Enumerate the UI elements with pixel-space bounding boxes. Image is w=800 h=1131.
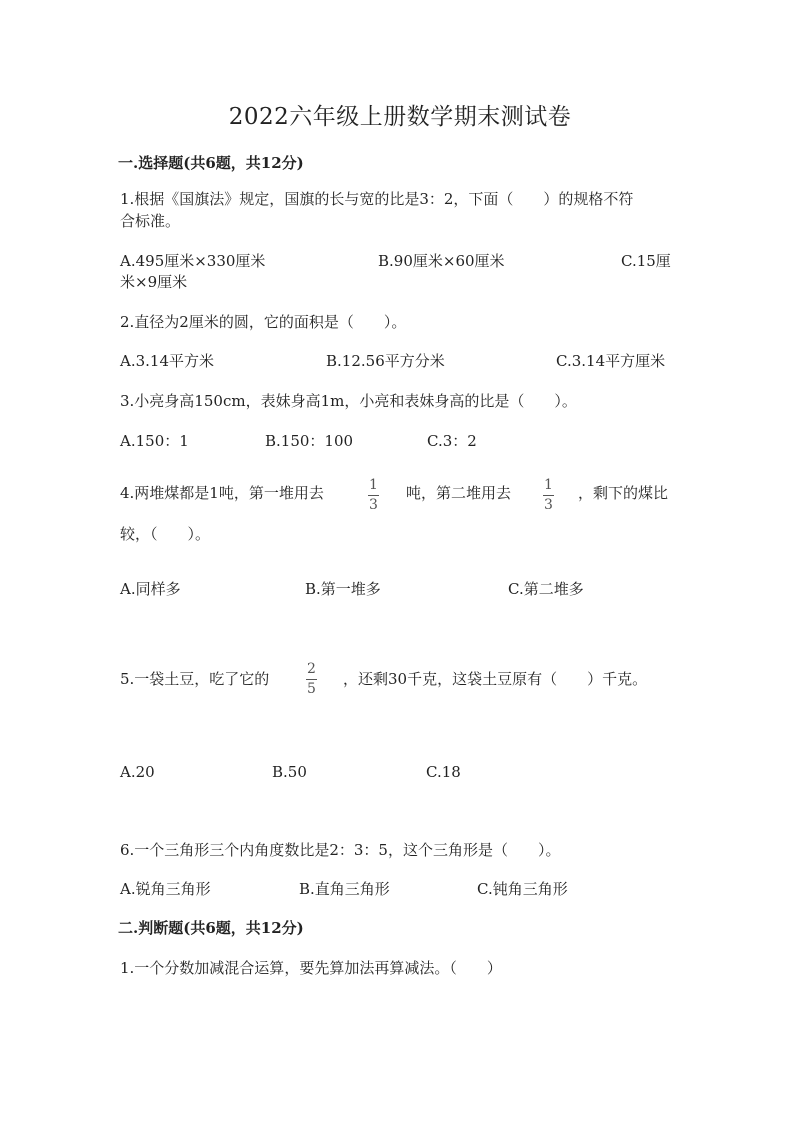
page-title: 2022六年级上册数学期末测试卷 [228, 104, 572, 130]
question-6-option-c: C.钝角三角形 [477, 880, 568, 898]
question-4-fraction-2 [543, 478, 554, 512]
section-heading-judgment: 二.判断题(共6题，共12分) [118, 919, 304, 937]
question-5-option-a: A.20 [120, 763, 155, 781]
question-1-option-c-cont: 米×9厘米 [120, 273, 188, 291]
question-1-text-line1: 1.根据《国旗法》规定，国旗的长与宽的比是3：2，下面（ ）的规格不符 [120, 190, 634, 208]
question-6-option-b: B.直角三角形 [299, 880, 390, 898]
question-1-text-line2: 合标准。 [120, 212, 181, 230]
question-3-option-b: B.150：100 [265, 432, 354, 450]
question-4-text-part1: 4.两堆煤都是1吨，第一堆用去 [120, 484, 324, 502]
question-1-option-b: B.90厘米×60厘米 [378, 252, 505, 270]
section-heading-choice: 一.选择题(共6题，共12分) [118, 154, 304, 172]
question-2-text: 2.直径为2厘米的圆，它的面积是（ ）。 [120, 313, 407, 331]
question-4-fraction-1 [368, 478, 379, 512]
question-4-text-part3: ，剩下的煤比 [578, 484, 669, 502]
fraction-numerator: 2 [307, 661, 316, 677]
fraction-numerator: 1 [369, 477, 378, 493]
question-2-option-b: B.12.56平方分米 [326, 352, 445, 370]
question-5-option-b: B.50 [272, 763, 307, 781]
question-2-option-a: A.3.14平方米 [120, 352, 214, 370]
question-4-option-b: B.第一堆多 [305, 580, 381, 598]
question-1-option-a: A.495厘米×330厘米 [120, 252, 266, 270]
question-5-fraction [306, 662, 317, 696]
question-5-option-c: C.18 [426, 763, 461, 781]
question-1-option-c: C.15厘 [621, 252, 671, 270]
question-4-text-part2: 吨，第二堆用去 [406, 484, 512, 502]
question-6-text: 6.一个三角形三个内角度数比是2：3：5，这个三角形是（ ）。 [120, 841, 561, 859]
question-4-option-c: C.第二堆多 [508, 580, 584, 598]
fraction-denominator: 5 [307, 681, 316, 697]
question-4-text-line2: 较，（ ）。 [120, 525, 211, 543]
judgment-question-1-text: 1.一个分数加减混合运算，要先算加法再算减法。（ ） [120, 959, 502, 977]
fraction-bar [368, 495, 379, 496]
question-4-option-a: A.同样多 [120, 580, 181, 598]
fraction-numerator: 1 [544, 477, 553, 493]
fraction-bar [543, 495, 554, 496]
question-5-text-part1: 5.一袋土豆，吃了它的 [120, 670, 270, 688]
question-3-text: 3.小亮身高150cm，表妹身高1m，小亮和表妹身高的比是（ ）。 [120, 392, 577, 410]
question-5-text-part2: ，还剩30千克，这袋土豆原有（ ）千克。 [343, 670, 648, 688]
question-3-option-a: A.150：1 [120, 432, 189, 450]
question-6-option-a: A.锐角三角形 [120, 880, 211, 898]
fraction-denominator: 3 [369, 497, 378, 513]
question-2-option-c: C.3.14平方厘米 [556, 352, 666, 370]
question-3-option-c: C.3：2 [427, 432, 477, 450]
fraction-bar [306, 679, 317, 680]
fraction-denominator: 3 [544, 497, 553, 513]
